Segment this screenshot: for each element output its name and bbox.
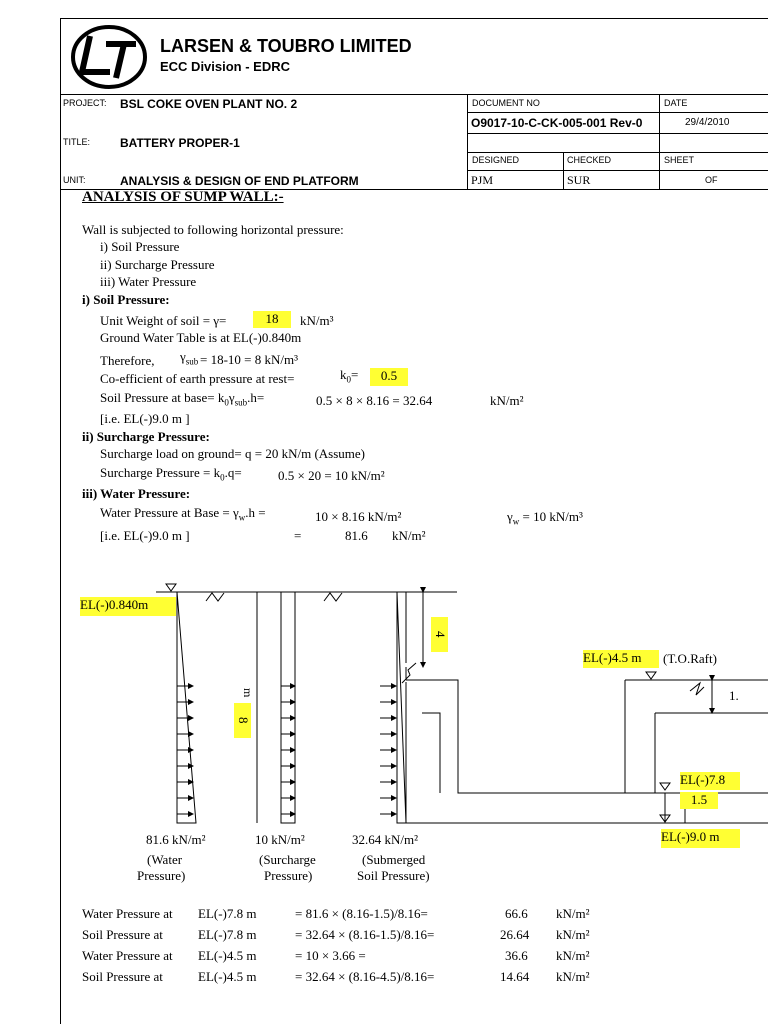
date-label: DATE [664, 98, 688, 108]
unit-weight-label: Unit Weight of soil = γ= [100, 313, 227, 328]
result-label: Soil Pressure at [82, 927, 163, 942]
docno-value: O9017-10-C-CK-005-001 Rev-0 [471, 116, 643, 130]
sheet-value: OF [705, 175, 718, 185]
dim-15-label: 1.5 [680, 792, 718, 809]
section-heading: ANALYSIS OF SUMP WALL:- [82, 189, 284, 205]
designed-label: DESIGNED [472, 155, 520, 165]
result-label: Water Pressure at [82, 948, 173, 963]
ie2-eq: = [294, 528, 302, 543]
dim-1-label: 1. [729, 688, 739, 703]
el-top-label: EL(-)0.840m [80, 597, 176, 616]
designed-value: PJM [471, 173, 494, 187]
project-label: PROJECT: [63, 98, 107, 108]
soil-caption: Soil Pressure) [357, 868, 430, 883]
date-value: 29/4/2010 [685, 117, 730, 128]
k0-value: 0.5 [370, 368, 408, 386]
unit-value: ANALYSIS & DESIGN OF END PLATFORM [120, 174, 359, 188]
result-expression: = 32.64 × (8.16-1.5)/8.16= [295, 927, 435, 942]
checked-value: SUR [567, 173, 591, 187]
soil-heading: i) Soil Pressure: [82, 292, 170, 307]
division-name: ECC Division - EDRC [160, 59, 291, 74]
list-item: ii) Surcharge Pressure [100, 257, 215, 272]
list-item: iii) Water Pressure [100, 274, 197, 289]
company-logo [70, 24, 148, 95]
result-expression: = 32.64 × (8.16-4.5)/8.16= [295, 969, 435, 984]
unit-weight-value: 18 [253, 311, 291, 328]
result-elevation: EL(-)4.5 m [198, 969, 257, 984]
surcharge-pressure-label: Surcharge Pressure = $k_0.q=$ [100, 465, 242, 483]
title-value: BATTERY PROPER-1 [120, 136, 240, 150]
surcharge-pressure-expr: 0.5 × 20 = 10 kN/m² [278, 468, 385, 483]
result-elevation: EL(-)4.5 m [198, 948, 257, 963]
water-heading: iii) Water Pressure: [82, 486, 191, 501]
surcharge-heading: ii) Surcharge Pressure: [82, 429, 210, 444]
result-value: 66.6 [505, 906, 528, 921]
dim-4-label: 4 [431, 617, 448, 652]
unit-label: UNIT: [63, 175, 86, 185]
result-expression: = 10 × 3.66 = [295, 948, 366, 963]
el-78-label: EL(-)7.8 [680, 772, 740, 790]
result-value: 14.64 [500, 969, 530, 984]
result-label: Soil Pressure at [82, 969, 163, 984]
surcharge-value: 10 kN/m² [255, 832, 305, 847]
surcharge-load: Surcharge load on ground= q = 20 kN/m (Assume) [100, 446, 365, 461]
dim-8-label: 8 [234, 703, 251, 738]
soil-base-expr: 0.5 × 8 × 8.16 = 32.64 [316, 393, 433, 408]
water-caption: (Water [147, 852, 183, 867]
result-unit: kN/m² [556, 948, 590, 963]
result-elevation: EL(-)7.8 m [198, 906, 257, 921]
ie2-unit: kN/m² [392, 528, 426, 543]
intro-text: Wall is subjected to following horizontal pressure: [82, 222, 344, 237]
water-base-label: Water Pressure at Base = $\gamma_w.h$ = [100, 505, 266, 523]
result-unit: kN/m² [556, 969, 590, 984]
result-value: 26.64 [500, 927, 530, 942]
title-label: TITLE: [63, 137, 91, 147]
gamma-w: $\gamma_w = 10$ kN/m³ [507, 509, 583, 527]
result-label: Water Pressure at [82, 906, 173, 921]
k0-label: Co-efficient of earth pressure at rest= [100, 371, 295, 386]
soil-base-unit: kN/m² [490, 393, 524, 408]
ie2-val: 81.6 [345, 528, 368, 543]
water-base-expr: 10 × 8.16 kN/m² [315, 509, 402, 524]
company-name: LARSEN & TOUBRO LIMITED [160, 36, 412, 56]
surcharge-caption: (Surcharge [259, 852, 316, 867]
el-raft-label: EL(-)4.5 m [583, 650, 659, 668]
soil-caption: (Submerged [362, 852, 426, 867]
therefore-label: Therefore, [100, 353, 155, 368]
checked-label: CHECKED [567, 155, 612, 165]
raft-note: (T.O.Raft) [663, 651, 717, 666]
project-value: BSL COKE OVEN PLANT NO. 2 [120, 97, 298, 111]
gwt-text: Ground Water Table is at EL(-)0.840m [100, 330, 302, 345]
sheet-label: SHEET [664, 155, 695, 165]
result-unit: kN/m² [556, 906, 590, 921]
el-90-label: EL(-)9.0 m [661, 829, 740, 848]
dim-m-label: m [241, 688, 255, 698]
gamma-sub-symbol: $\gamma_{sub}$ [180, 349, 199, 367]
ie-line-1: [i.e. EL(-)9.0 m ] [100, 411, 190, 426]
water-pressure-value: 81.6 kN/m² [146, 832, 206, 847]
list-item: i) Soil Pressure [100, 239, 180, 254]
result-unit: kN/m² [556, 927, 590, 942]
k0-symbol: $k_0=$ [340, 367, 359, 385]
soil-value: 32.64 kN/m² [352, 832, 419, 847]
therefore-expr: = 18-10 = 8 kN/m³ [200, 352, 299, 367]
docno-label: DOCUMENT NO [472, 98, 540, 108]
water-caption: Pressure) [137, 868, 186, 883]
unit-weight-unit: kN/m³ [300, 313, 334, 328]
surcharge-caption: Pressure) [264, 868, 313, 883]
result-expression: = 81.6 × (8.16-1.5)/8.16= [295, 906, 428, 921]
soil-base-label: Soil Pressure at base= $k_0\gamma_{sub}.h=$ [100, 390, 265, 408]
ie-line-2: [i.e. EL(-)9.0 m ] [100, 528, 190, 543]
result-value: 36.6 [505, 948, 528, 963]
result-elevation: EL(-)7.8 m [198, 927, 257, 942]
